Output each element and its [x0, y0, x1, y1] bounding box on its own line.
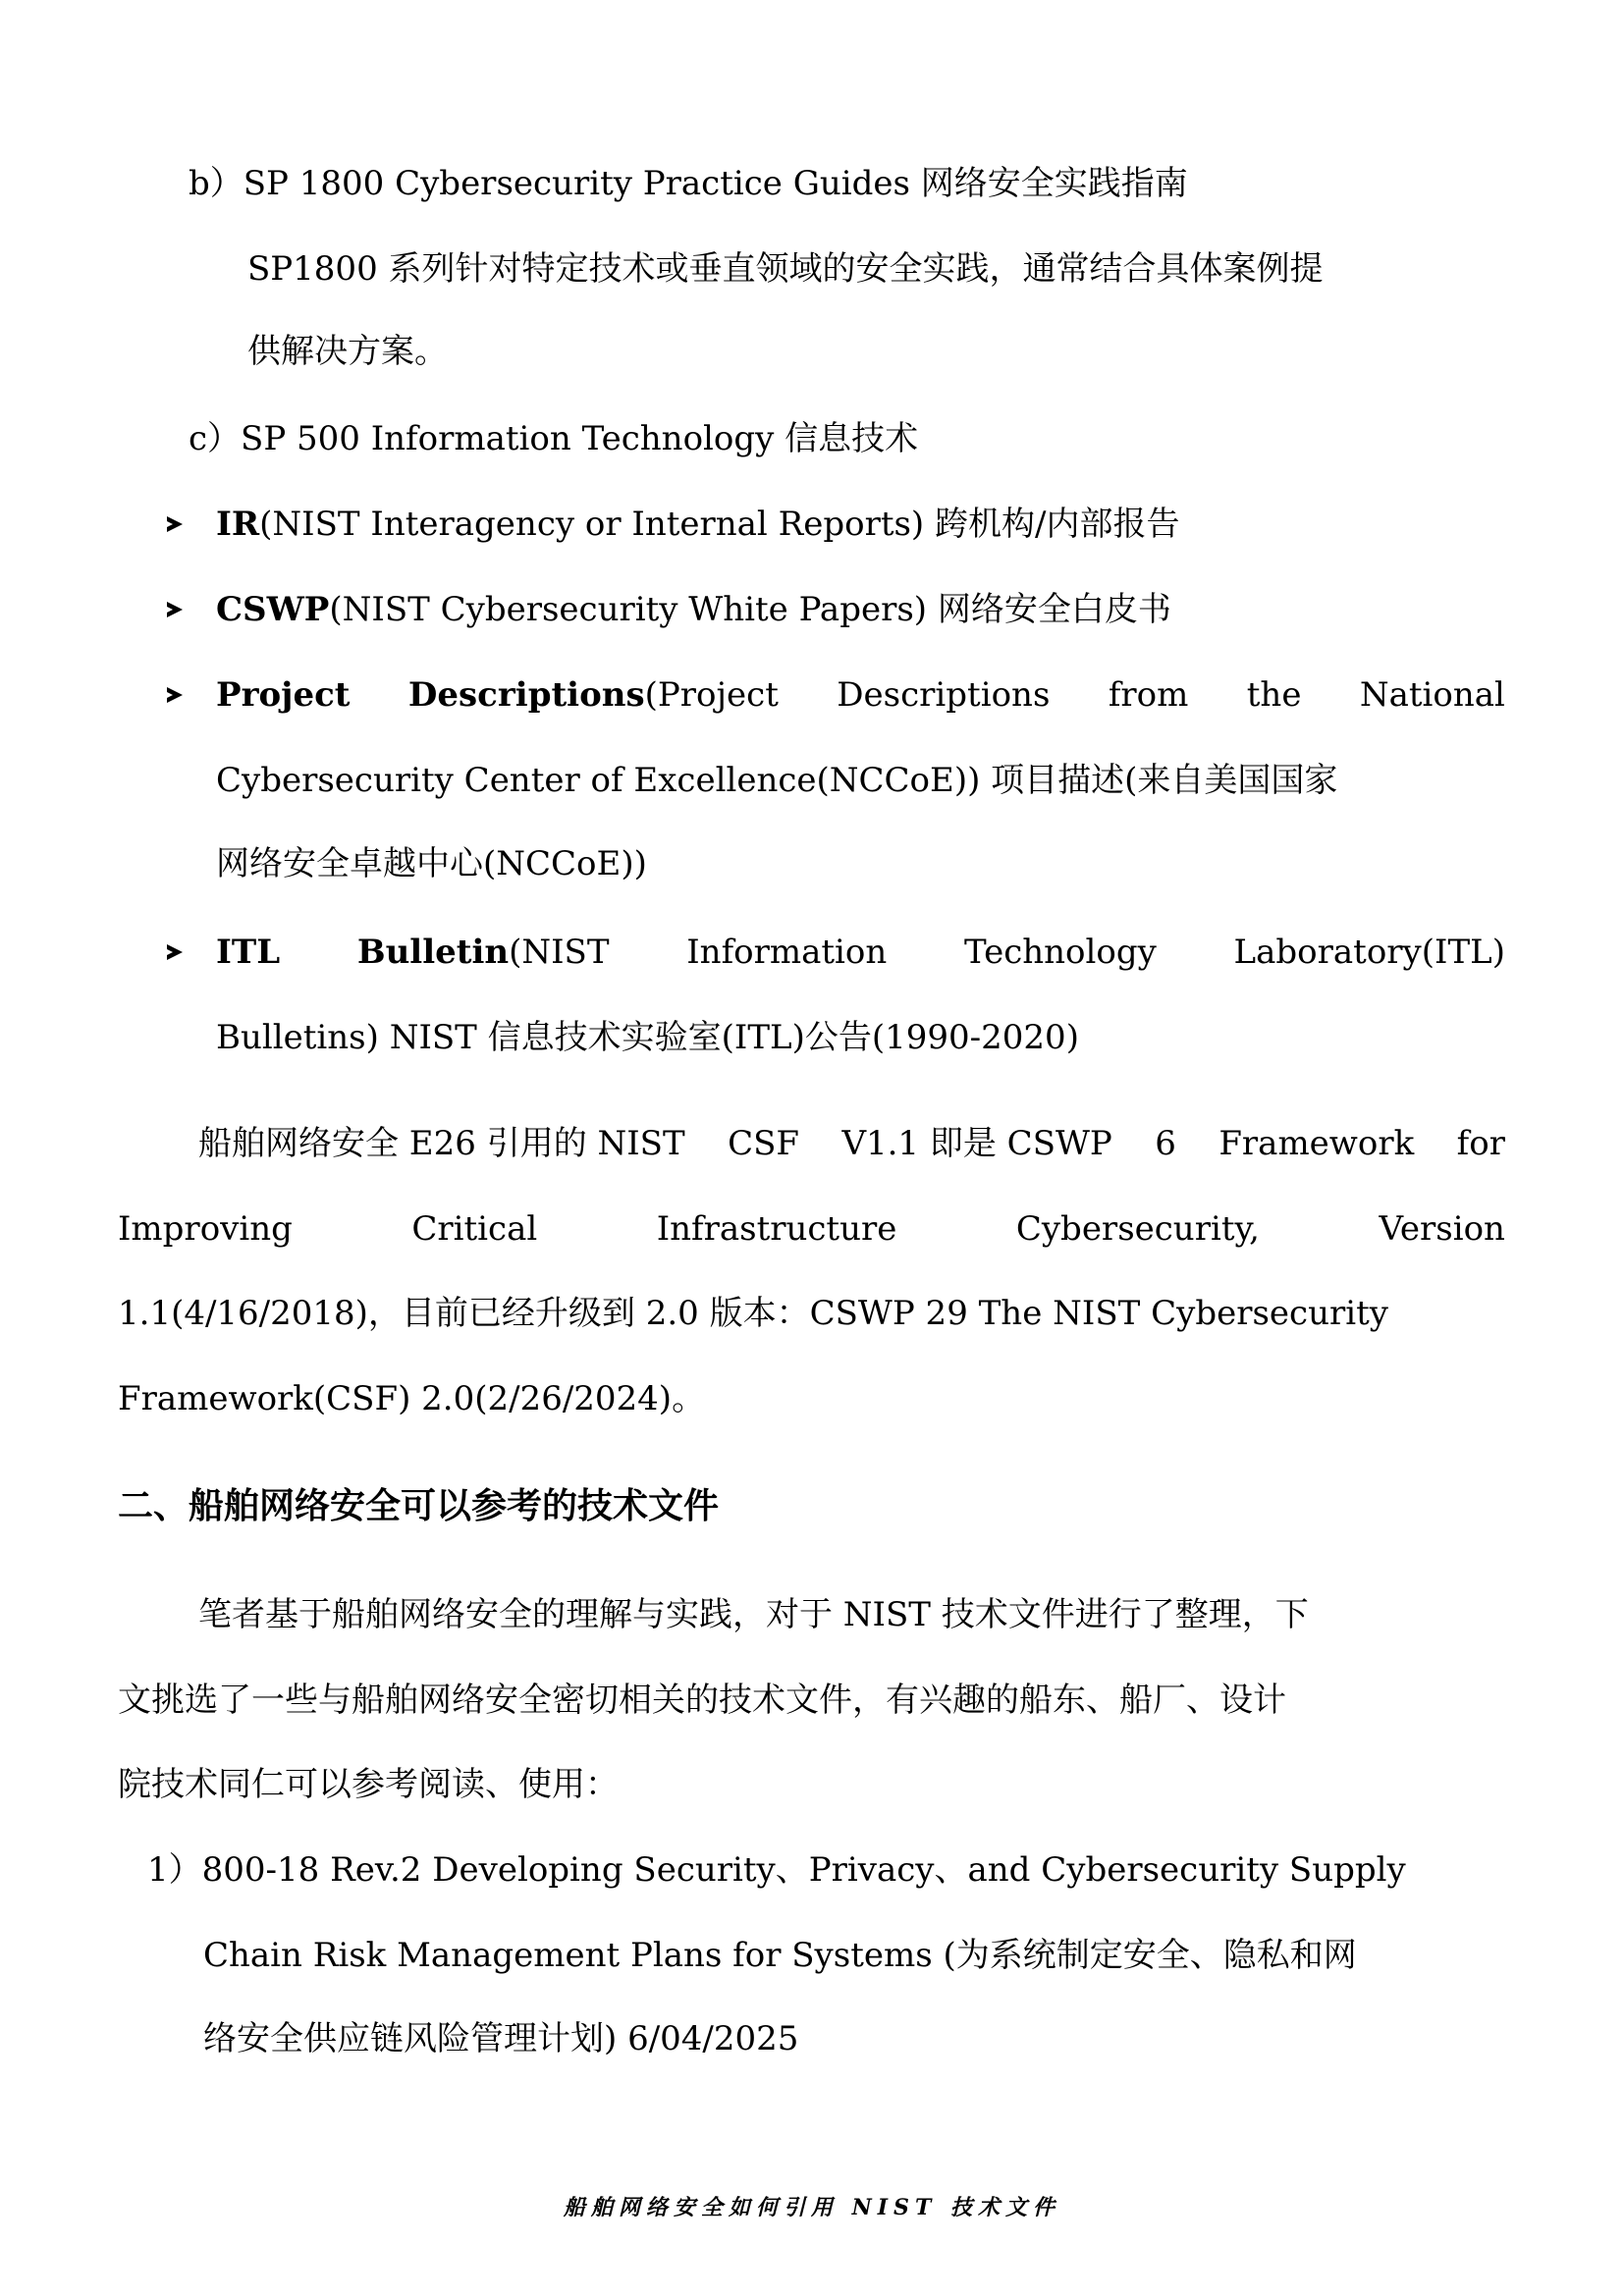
bullet-word: the: [1246, 675, 1302, 715]
arrow-bullet-icon: [167, 944, 183, 960]
bullet-continuation: Bulletins) NIST 信息技术实验室(ITL)公告(1990-2020): [216, 1018, 1079, 1057]
paragraph-line: 笔者基于船舶网络安全的理解与实践，对于 NIST 技术文件进行了整理，下: [198, 1595, 1309, 1634]
paragraph-line: 文挑选了一些与船舶网络安全密切相关的技术文件，有兴趣的船东、船厂、设计: [118, 1681, 1286, 1720]
bullet-word: Descriptions: [837, 675, 1051, 715]
paragraph-line: Improving Critical Infrastructure Cybersecurity, Version: [118, 1209, 1505, 1249]
arrow-bullet-icon: [167, 602, 183, 617]
bullet-item-project-descriptions: [216, 673, 1505, 717]
section-heading: 二、船舶网络安全可以参考的技术文件: [118, 1486, 720, 1526]
numbered-item-continuation: Chain Risk Management Plans for Systems (为系统制定安全、隐私和网: [203, 1936, 1357, 1975]
numbered-item-text: 800-18 Rev.2 Developing Security、Privacy、and Cybersecurity Supply: [201, 1850, 1406, 1890]
bullet-word: Technology: [964, 933, 1157, 972]
paragraph-line: Framework(CSF) 2.0(2/26/2024)。: [118, 1379, 706, 1418]
arrow-bullet-icon: [167, 516, 183, 532]
bullet-item-ir: [216, 503, 1179, 546]
arrow-bullet-icon: [167, 687, 183, 703]
bullet-word: National: [1359, 675, 1505, 715]
list-item-description: SP1800 系列针对特定技术或垂直领域的安全实践，通常结合具体案例提: [247, 249, 1324, 289]
bullet-word: from: [1108, 675, 1189, 715]
bullet-item-cswp: [216, 588, 1171, 631]
bullet-text: (NIST Interagency or Internal Reports) 跨机构/内部报告: [259, 505, 1180, 544]
paragraph-line: 院技术同仁可以参考阅读、使用：: [118, 1765, 619, 1804]
list-item-description: 供解决方案。: [247, 332, 448, 371]
bullet-continuation: Cybersecurity Center of Excellence(NCCoE)) 项目描述(来自美国国家: [216, 761, 1338, 800]
list-marker: c）: [189, 419, 242, 458]
bullet-word: Laboratory(ITL): [1233, 933, 1505, 972]
bullet-term: CSWP: [216, 590, 330, 629]
bullet-term-part: Descriptions(Project: [407, 675, 779, 715]
bullet-term: Project: [216, 675, 351, 715]
page-footer: 船舶网络安全如何引用 NIST 技术文件: [564, 2195, 1060, 2220]
paragraph-line: 船舶网络安全 E26 引用的 NIST CSF V1.1 即是 CSWP 6 Framework for: [198, 1124, 1505, 1163]
bullet-item-itl-bulletin: [216, 931, 1505, 974]
list-item-b: [189, 162, 1188, 205]
bullet-text: (NIST Cybersecurity White Papers) 网络安全白皮书: [329, 590, 1171, 629]
bullet-term: IR: [216, 505, 260, 544]
bullet-term-part: Bulletin(NIST: [356, 933, 610, 972]
bullet-term: ITL: [216, 933, 281, 972]
list-item-c: [189, 417, 918, 460]
list-item-title: SP 1800 Cybersecurity Practice Guides 网络安全实践指南: [243, 164, 1188, 203]
bullet-continuation: 网络安全卓越中心(NCCoE)): [216, 844, 647, 883]
bullet-word: Information: [686, 933, 888, 972]
numbered-item: [147, 1848, 1406, 1892]
numbered-item-continuation: 络安全供应链风险管理计划) 6/04/2025: [203, 2019, 799, 2058]
numbered-marker: 1）: [147, 1850, 202, 1890]
list-item-title: SP 500 Information Technology 信息技术: [241, 419, 919, 458]
paragraph-line: 1.1(4/16/2018)，目前已经升级到 2.0 版本：CSWP 29 The NIST Cybersecurity: [118, 1294, 1388, 1333]
list-marker: b）: [189, 164, 244, 203]
